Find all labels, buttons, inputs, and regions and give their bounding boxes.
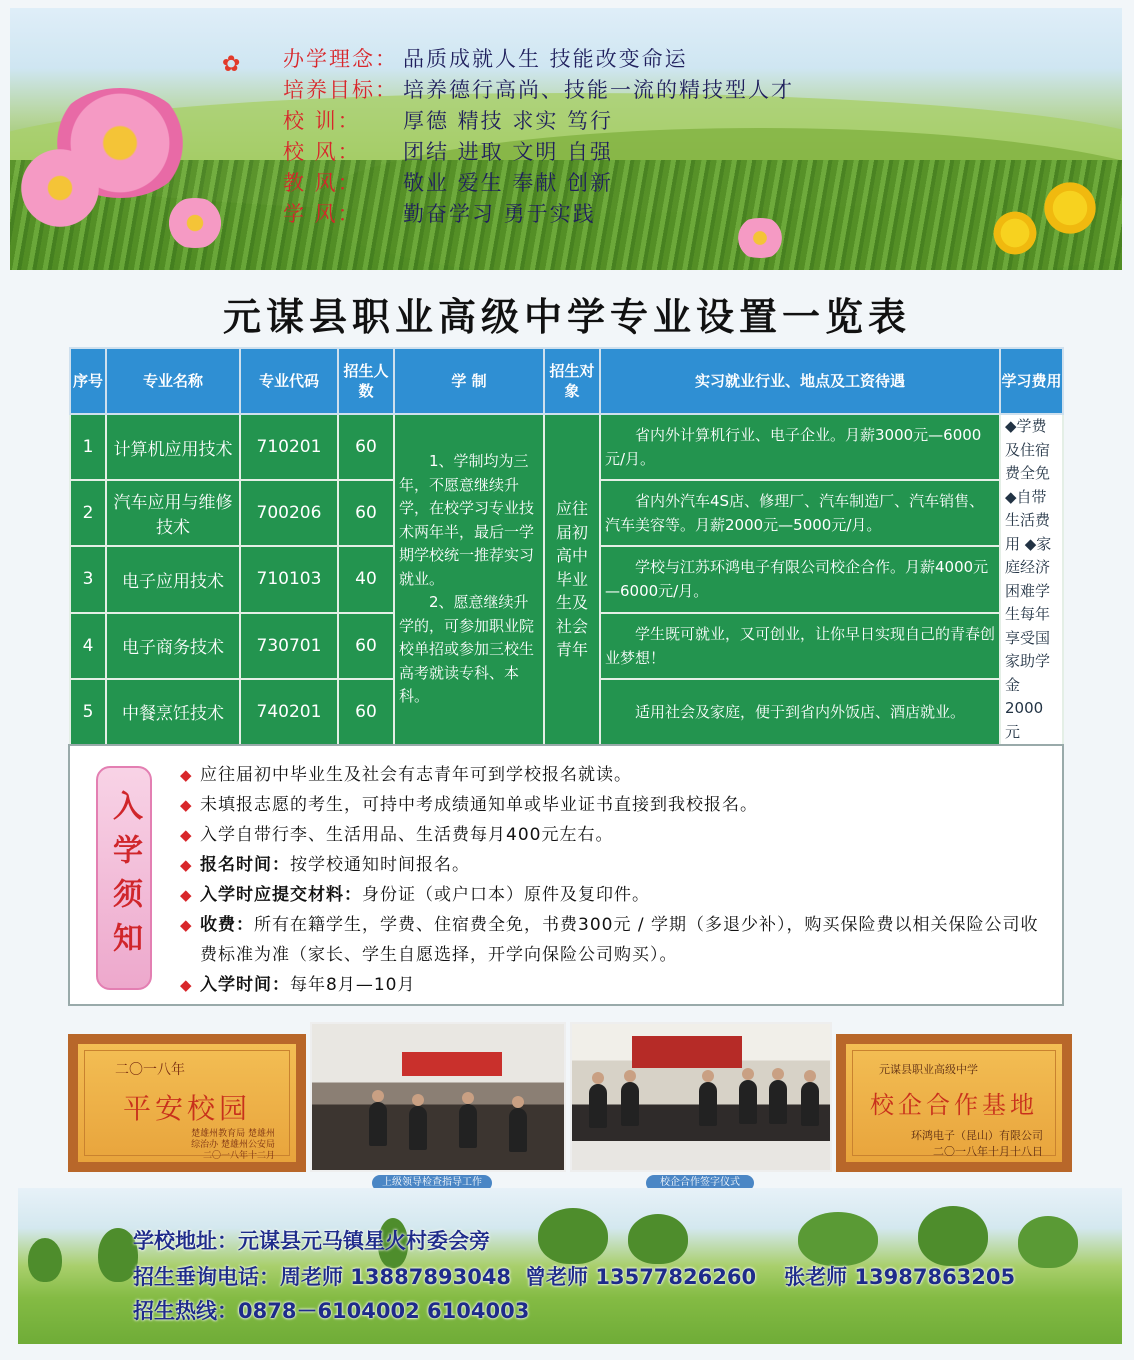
list-item: ◆ 收费：所有在籍学生，学费、住宿费全免，书费300元 / 学期（多退少补），购买保险费以相关保险公司收费标准为准（家长、学生自愿选择，开学向保险公司购买）。: [180, 910, 1050, 970]
safe-campus-plaque: [68, 1034, 306, 1172]
cell-name: 计算机应用技术: [106, 414, 240, 480]
cell-quota: 60: [338, 613, 394, 679]
major-table: [69, 347, 1064, 746]
consult-label: 招生垂询电话：: [133, 1265, 280, 1289]
cell-job: [600, 480, 1000, 546]
motto-row: 校 训： 厚德 精技 求实 笃行: [283, 109, 614, 133]
list-item: ◆ 入学时应提交材料：身份证（或户口本）原件及复印件。: [180, 880, 1050, 910]
tree-image: [628, 1214, 688, 1264]
cell-no: 2: [70, 480, 106, 546]
cell-job: [600, 546, 1000, 612]
photo-caption: 上级领导检查指导工作: [372, 1175, 492, 1191]
cell-quota: 60: [338, 414, 394, 480]
tree-image: [1018, 1216, 1078, 1268]
list-item: ◆ 入学自带行李、生活用品、生活费每月400元左右。: [180, 820, 1050, 850]
list-item: ◆ 未填报志愿的考生，可持中考成绩通知单或毕业证书直接到我校报名。: [180, 790, 1050, 820]
tree-image: [918, 1206, 988, 1266]
diamond-icon: ◆: [180, 796, 193, 814]
plaque-title: 平安校园: [122, 1092, 251, 1125]
diamond-icon: ◆: [180, 976, 193, 994]
consult-phones: [133, 1262, 1015, 1292]
admission-notice: [68, 744, 1064, 1006]
cell-no: 4: [70, 613, 106, 679]
flower-image: [1040, 178, 1100, 238]
cell-target: 应往届初高中毕业生及社会青年: [544, 414, 600, 745]
header-no: 序号: [70, 348, 106, 414]
notice-tag: [96, 766, 152, 990]
header-fee: 学习费用: [1000, 348, 1063, 414]
job-text: 学校与江苏环鸿电子有限公司校企合作。月薪4000元—6000元/月。: [605, 558, 989, 601]
cell-job: [600, 414, 1000, 480]
cell-no: 1: [70, 414, 106, 480]
cell-name: 中餐烹饪技术: [106, 679, 240, 745]
header-quota: 招生人数: [338, 348, 394, 414]
cell-no: 5: [70, 679, 106, 745]
diamond-icon: ◆: [180, 766, 193, 784]
contact-phone: 张老师 13987863205: [784, 1265, 1016, 1289]
cell-code: 740201: [240, 679, 338, 745]
list-item: ◆ 报名时间：按学校通知时间报名。: [180, 850, 1050, 880]
job-text: 省内外汽车4S店、修理厂、汽车制造厂、汽车销售、汽车美容等。月薪2000元—5000元/月。: [605, 492, 985, 535]
butterfly-icon: ✿: [222, 52, 241, 77]
motto-row: 学 风： 勤奋学习 勇于实践: [283, 202, 596, 226]
cell-quota: 60: [338, 480, 394, 546]
diamond-icon: ◆: [180, 886, 193, 904]
photo-caption: 校企合作签字仪式: [646, 1175, 754, 1191]
job-text: 省内外计算机行业、电子企业。月薪3000元—6000元/月。: [605, 426, 982, 469]
cell-code: 700206: [240, 480, 338, 546]
cell-code: 710201: [240, 414, 338, 480]
list-item: ◆ 入学时间：每年8月—10月: [180, 970, 1050, 1000]
cell-system: [394, 414, 544, 745]
tree-image: [28, 1238, 62, 1282]
header-code: 专业代码: [240, 348, 338, 414]
flower-image: [160, 198, 230, 248]
header-target: 招生对象: [544, 348, 600, 414]
motto-row: 培养目标： 培养德行高尚、技能一流的精技型人才: [283, 78, 794, 102]
diamond-icon: ◆: [180, 826, 193, 844]
job-text: 学生既可就业，又可创业，让你早日实现自己的青春创业梦想！: [605, 624, 996, 667]
header-name: 专业名称: [106, 348, 240, 414]
diamond-icon: ◆: [180, 916, 193, 934]
list-item: ◆ 应往届初中毕业生及社会有志青年可到学校报名就读。: [180, 760, 1050, 790]
plaque-issuer: 楚雄州教育局 楚雄州综治办 楚雄州公安局 二〇一八年十二月: [191, 1129, 275, 1161]
header-job: 实习就业行业、地点及工资待遇: [600, 348, 1000, 414]
cell-code: 710103: [240, 546, 338, 612]
cell-quota: 40: [338, 546, 394, 612]
signing-ceremony-photo: [570, 1022, 832, 1172]
motto-row: 校 风： 团结 进取 文明 自强: [283, 140, 614, 164]
tree-image: [538, 1208, 608, 1264]
diamond-icon: ◆: [180, 856, 193, 874]
cell-quota: 60: [338, 679, 394, 745]
plaque-date: 二〇一八年十月十八日: [933, 1145, 1043, 1158]
plaque-school: 元谋县职业高级中学: [879, 1063, 978, 1076]
notice-list: [180, 760, 1050, 1000]
flower-image: [10, 148, 110, 228]
contact-phone: 曾老师 13577826260: [525, 1265, 757, 1289]
plaque-company: 环鸿电子（昆山）有限公司: [911, 1129, 1043, 1142]
plaque-year: 二〇一八年: [115, 1062, 185, 1078]
table-header-row: [70, 348, 1063, 414]
cell-code: 730701: [240, 613, 338, 679]
motto-row: 办学理念： 品质成就人生 技能改变命运: [283, 47, 688, 71]
motto-row: 教 风： 敬业 爱生 奉献 创新: [283, 171, 614, 195]
cell-no: 3: [70, 546, 106, 612]
hotline: 招生热线：0878－6104002 6104003: [133, 1299, 530, 1323]
cell-name: 电子商务技术: [106, 613, 240, 679]
header-system: 学 制: [394, 348, 544, 414]
system-text: 2、愿意继续升学的，可参加职业院校单招或参加三校生高考就读专科、本科。: [399, 593, 535, 706]
system-text: 1、学制均为三年，不愿意继续升学，在校学习专业技术两年半，最后一学期学校统一推荐实习就业。: [399, 452, 535, 588]
cell-name: 汽车应用与维修技术: [106, 480, 240, 546]
notice-tag-label: 入学须知: [107, 790, 142, 966]
school-address: 学校地址：元谋县元马镇星火村委会旁: [133, 1229, 490, 1253]
cooperation-base-plaque: [836, 1034, 1072, 1172]
inspection-photo: [310, 1022, 566, 1172]
school-motto: [283, 44, 1003, 230]
cell-fee: ◆学费及住宿费全免 ◆自带生活费用 ◆家庭经济困难学生每年享受国家助学金2000元: [1000, 414, 1063, 745]
table-row: [70, 414, 1063, 480]
tree-image: [798, 1212, 878, 1266]
plaque-title: 校企合作基地: [870, 1091, 1038, 1119]
job-text: 适用社会及家庭，便于到省内外饭店、酒店就业。: [635, 702, 966, 721]
page-title: 元谋县职业高级中学专业设置一览表: [222, 294, 911, 339]
tree-image: [98, 1228, 138, 1282]
cell-job: [600, 613, 1000, 679]
contact-phone: 周老师 13887893048: [280, 1265, 512, 1289]
cell-job: [600, 679, 1000, 745]
footer-contact: [18, 1188, 1122, 1344]
cell-name: 电子应用技术: [106, 546, 240, 612]
